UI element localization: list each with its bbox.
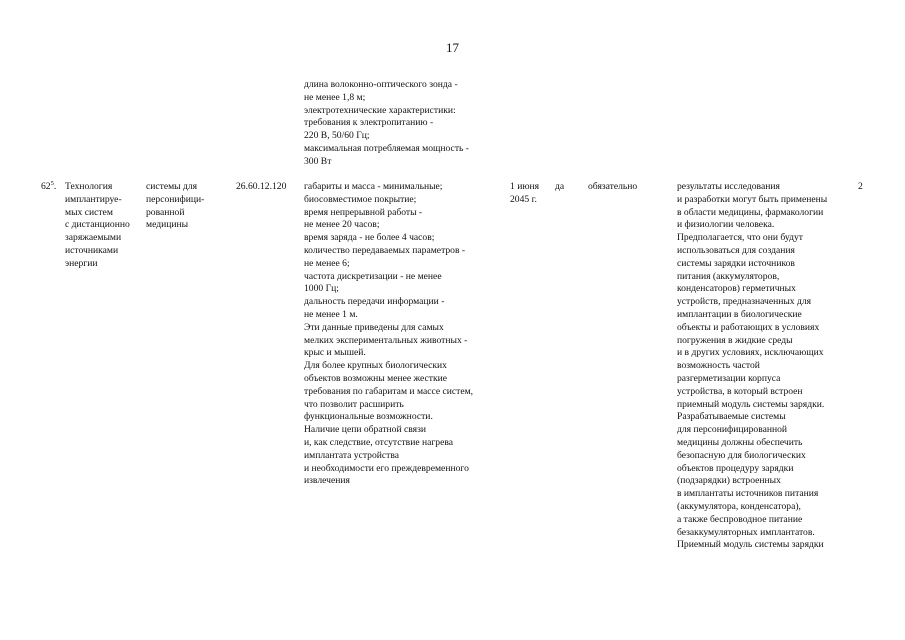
text-line: заряжаемыми (65, 232, 122, 244)
text-line: Для более крупных биологических (304, 360, 447, 372)
text-line: возможность частой (677, 360, 760, 372)
text-line: (аккумулятора, конденсатора), (677, 500, 801, 512)
text-line: имплантата устройства (304, 449, 400, 461)
text-line: 1 июня (510, 181, 540, 192)
text-line: энергии (65, 257, 98, 269)
text-line: рованной (146, 206, 185, 218)
text-line: максимальная потребляемая мощность - (304, 142, 469, 154)
text-line: разгерметизации корпуса (677, 372, 781, 384)
text-line: в области медицины, фармакологии (677, 206, 824, 218)
continuation-parameters (304, 79, 469, 169)
page-number: 17 (446, 40, 459, 55)
text-line: время заряда - не более 4 часов; (304, 232, 435, 244)
text-line: и необходимости его преждевременного (304, 462, 469, 474)
text-line: дальность передачи информации - (304, 296, 445, 308)
text-line: и физиологии человека. (677, 219, 775, 231)
last-column-value: 2 (858, 181, 863, 192)
text-line: габариты и масса - минимальные; (304, 181, 443, 192)
text-line: количество передаваемых параметров - (304, 244, 466, 256)
text-line: устройства, в который встроен (677, 385, 803, 397)
expected-results (677, 181, 827, 552)
text-line: (подзарядки) встроенных (677, 475, 781, 487)
text-line: не менее 20 часов; (304, 219, 380, 231)
row-number (41, 181, 56, 194)
mandatory-flag: обязательно (588, 181, 638, 192)
text-line: с дистанционно (65, 219, 130, 231)
text-line: Эти данные приведены для самых (304, 321, 444, 333)
text-line: имплантируе- (65, 193, 122, 205)
text-line: Технология (65, 181, 113, 192)
text-line: медицины (146, 219, 189, 231)
text-line: мелких экспериментальных животных - (304, 334, 468, 346)
text-line: требования по габаритам и массе систем, (304, 385, 474, 397)
text-line: объекты и работающих в условиях (677, 321, 820, 333)
text-line: не менее 1,8 м; (304, 91, 366, 103)
text-line: длина волоконно-оптического зонда - (304, 79, 458, 90)
row-number-suffix: . (53, 181, 57, 192)
text-line: медицины должны обеспечить (677, 436, 803, 448)
text-line: не менее 6; (304, 257, 350, 269)
text-line: питания (аккумуляторов, (677, 270, 780, 282)
text-line: частота дискретизации - не менее (304, 270, 442, 282)
row-number-main: 62 (41, 181, 51, 192)
text-line: не менее 1 м. (304, 308, 358, 320)
text-line: устройств, предназначенных для (677, 296, 812, 308)
text-line: что позволит расширить (304, 398, 404, 410)
text-line: приемный модуль системы зарядки. (677, 398, 825, 410)
text-line: биосовместимое покрытие; (304, 193, 417, 205)
text-line: 220 В, 50/60 Гц; (304, 130, 370, 142)
text-line: безаккумуляторных имплантатов. (677, 526, 815, 538)
text-line: Разрабатываемые системы (677, 411, 786, 423)
text-line: погружения в жидкие среды (677, 334, 793, 346)
text-line: системы зарядки источников (677, 257, 795, 269)
text-line: в имплантаты источников питания (677, 488, 819, 500)
text-line: и разработки могут быть применены (677, 193, 828, 205)
text-line: персонифици- (146, 193, 205, 205)
text-line: безопасную для биологических (677, 449, 806, 461)
row-number-superscript: 5 (50, 180, 54, 187)
text-line: для персонифицированной (677, 424, 788, 436)
text-line: 300 Вт (304, 155, 332, 167)
text-line: объектов возможны менее жесткие (304, 372, 448, 384)
text-line: имплантации в биологические (677, 308, 802, 320)
classification-code: 26.60.12.120 (236, 181, 287, 192)
text-line: время непрерывной работы - (304, 206, 423, 218)
text-line: требования к электропитанию - (304, 117, 434, 129)
text-line: 1000 Гц; (304, 283, 339, 295)
deadline-date (510, 181, 539, 207)
text-line: Предполагается, что они будут (677, 232, 803, 244)
yes-flag: да (555, 181, 565, 192)
text-line: мых систем (65, 206, 113, 218)
text-line: а также беспроводное питание (677, 513, 803, 525)
text-line: использоваться для создания (677, 244, 795, 256)
text-line: извлечения (304, 475, 350, 487)
text-line: функциональные возможности. (304, 411, 433, 423)
text-line: 2045 г. (510, 193, 537, 205)
text-line: и в других условиях, исключающих (677, 347, 824, 359)
text-line: источниками (65, 244, 119, 256)
text-line: Приемный модуль системы зарядки (677, 539, 824, 551)
technology-name (65, 181, 130, 271)
text-line: объектов процедуру зарядки (677, 462, 794, 474)
text-line: и, как следствие, отсутствие нагрева (304, 436, 454, 448)
text-line: крыс и мышей. (304, 347, 366, 359)
text-line: системы для (146, 181, 198, 192)
technical-parameters (304, 181, 473, 488)
application-area (146, 181, 204, 232)
text-line: электротехнические характеристики: (304, 104, 456, 116)
text-line: Наличие цепи обратной связи (304, 424, 427, 436)
text-line: конденсаторов) герметичных (677, 283, 796, 295)
text-line: результаты исследования (677, 181, 780, 192)
